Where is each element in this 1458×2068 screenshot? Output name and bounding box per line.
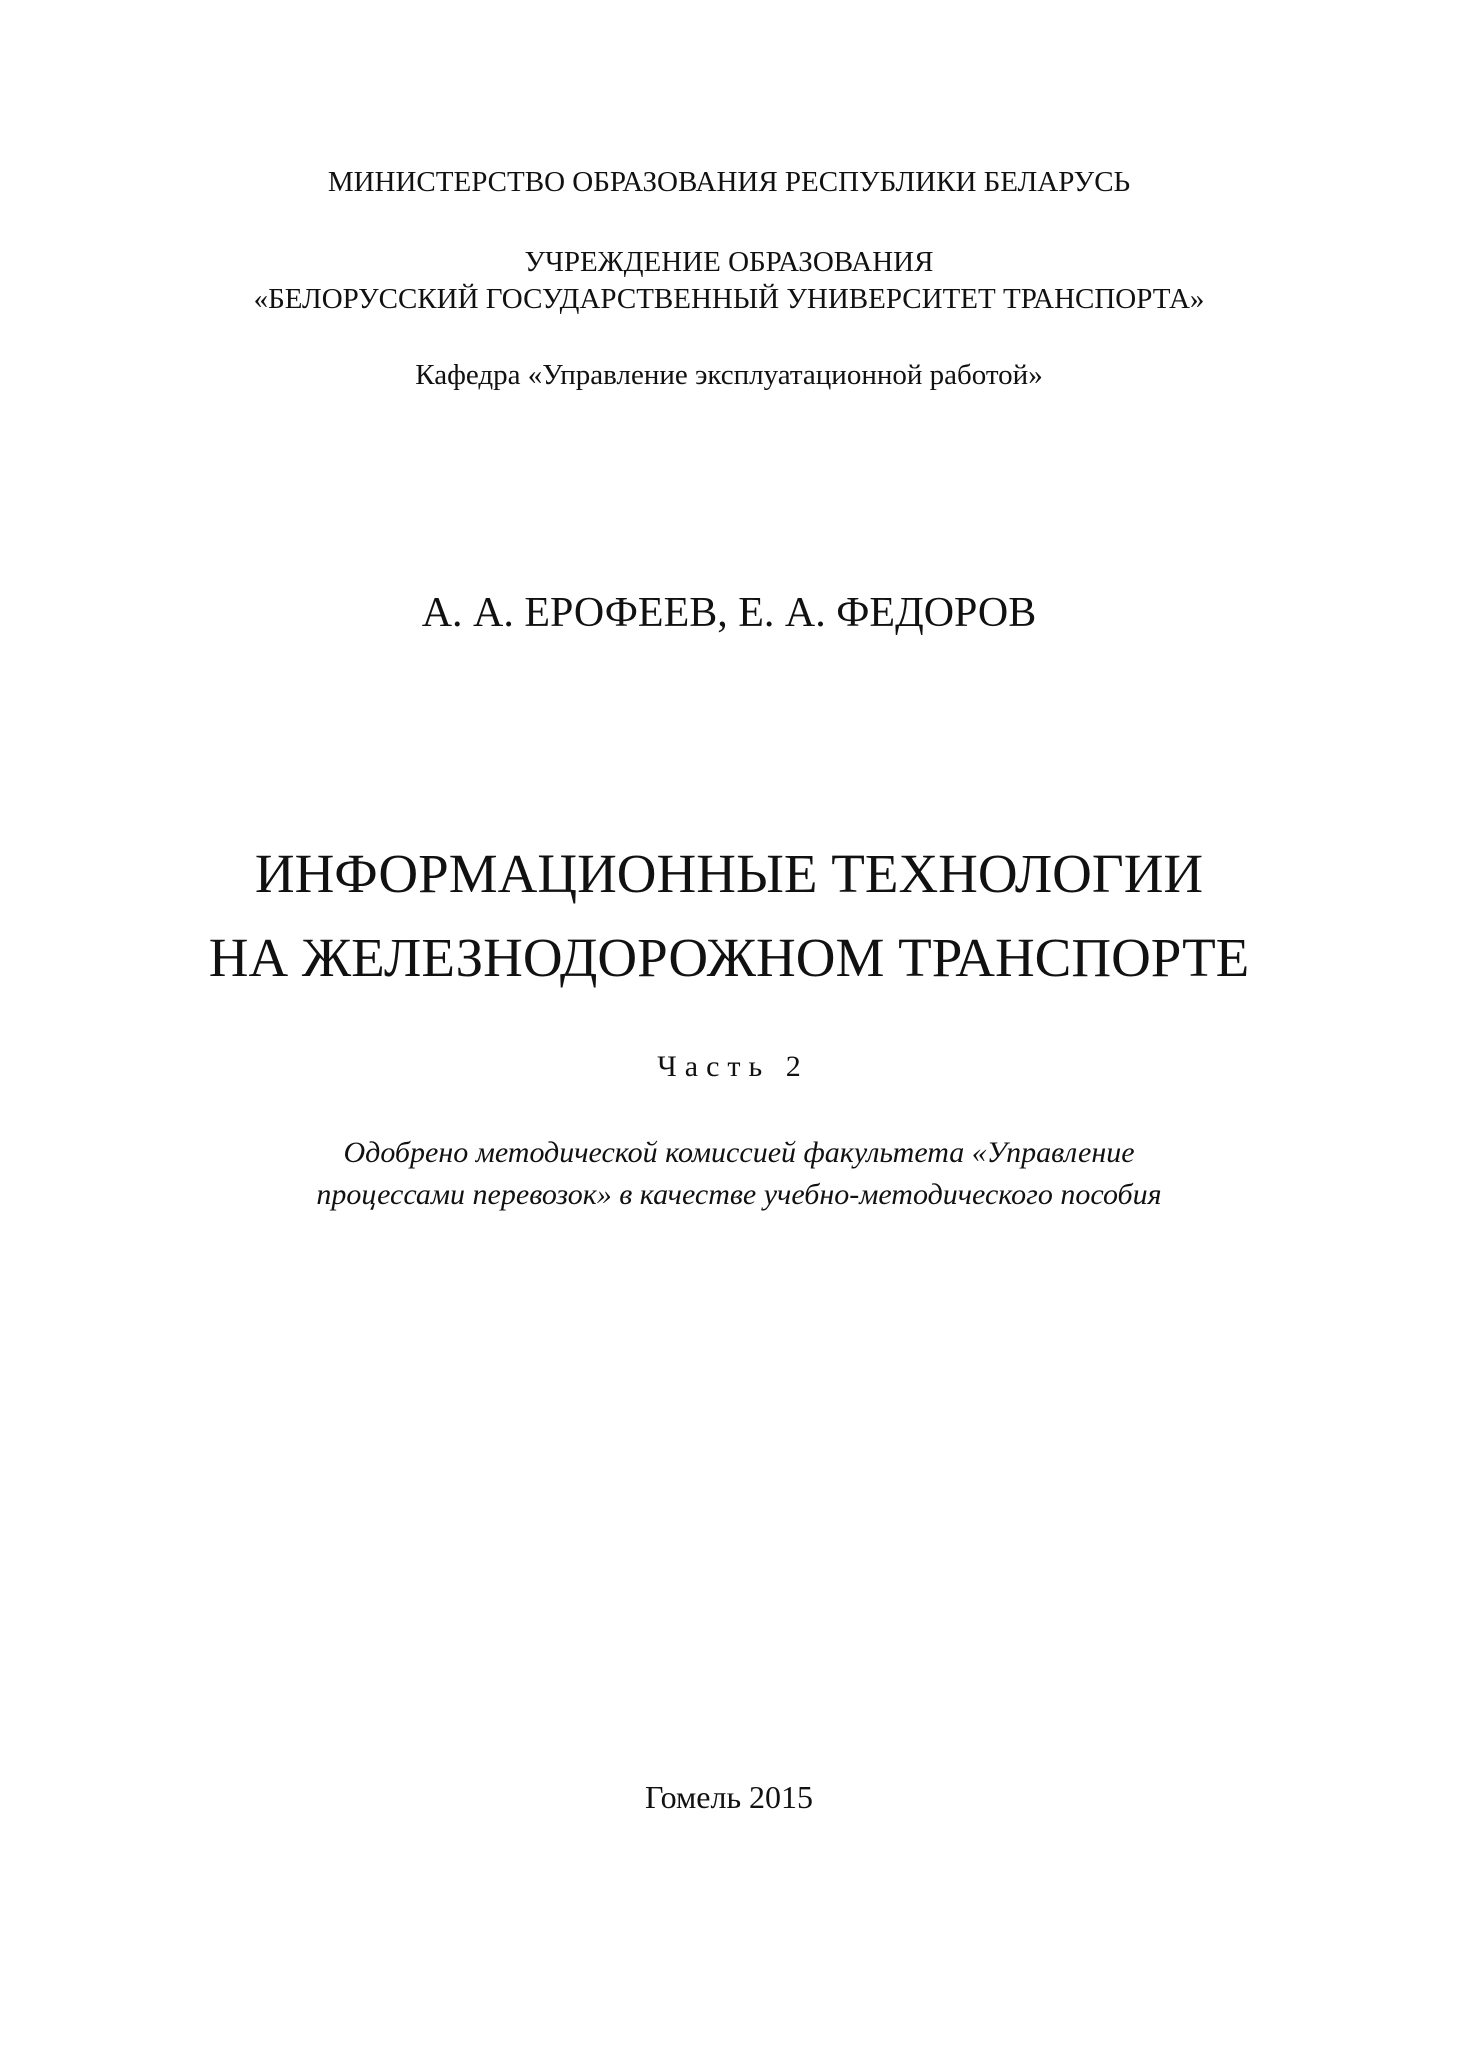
approval-note-line-2: процессами перевозок» в качестве учебно-методического пособия <box>316 1178 1162 1211</box>
institution-name: «БЕЛОРУССКИЙ ГОСУДАРСТВЕННЫЙ УНИВЕРСИТЕТ ТРАНСПОРТА» <box>253 283 1205 315</box>
approval-note-line-1: Одобрено методической комиссией факультета «Управление <box>343 1136 1135 1169</box>
ministry-name: МИНИСТЕРСТВО ОБРАЗОВАНИЯ РЕСПУБЛИКИ БЕЛАРУСЬ <box>327 166 1131 198</box>
book-title-line-2: НА ЖЕЛЕЗНОДОРОЖНОМ ТРАНСПОРТЕ <box>208 927 1250 988</box>
book-title-line-1: ИНФОРМАЦИОННЫЕ ТЕХНОЛОГИИ <box>254 843 1204 904</box>
institution-type: УЧРЕЖДЕНИЕ ОБРАЗОВАНИЯ <box>524 246 934 278</box>
city-year: Гомель 2015 <box>644 1779 814 1815</box>
authors: А. А. ЕРОФЕЕВ, Е. А. ФЕДОРОВ <box>421 590 1037 636</box>
part-number: Часть 2 <box>657 1050 809 1083</box>
department-name: Кафедра «Управление эксплуатационной работой» <box>415 359 1043 391</box>
